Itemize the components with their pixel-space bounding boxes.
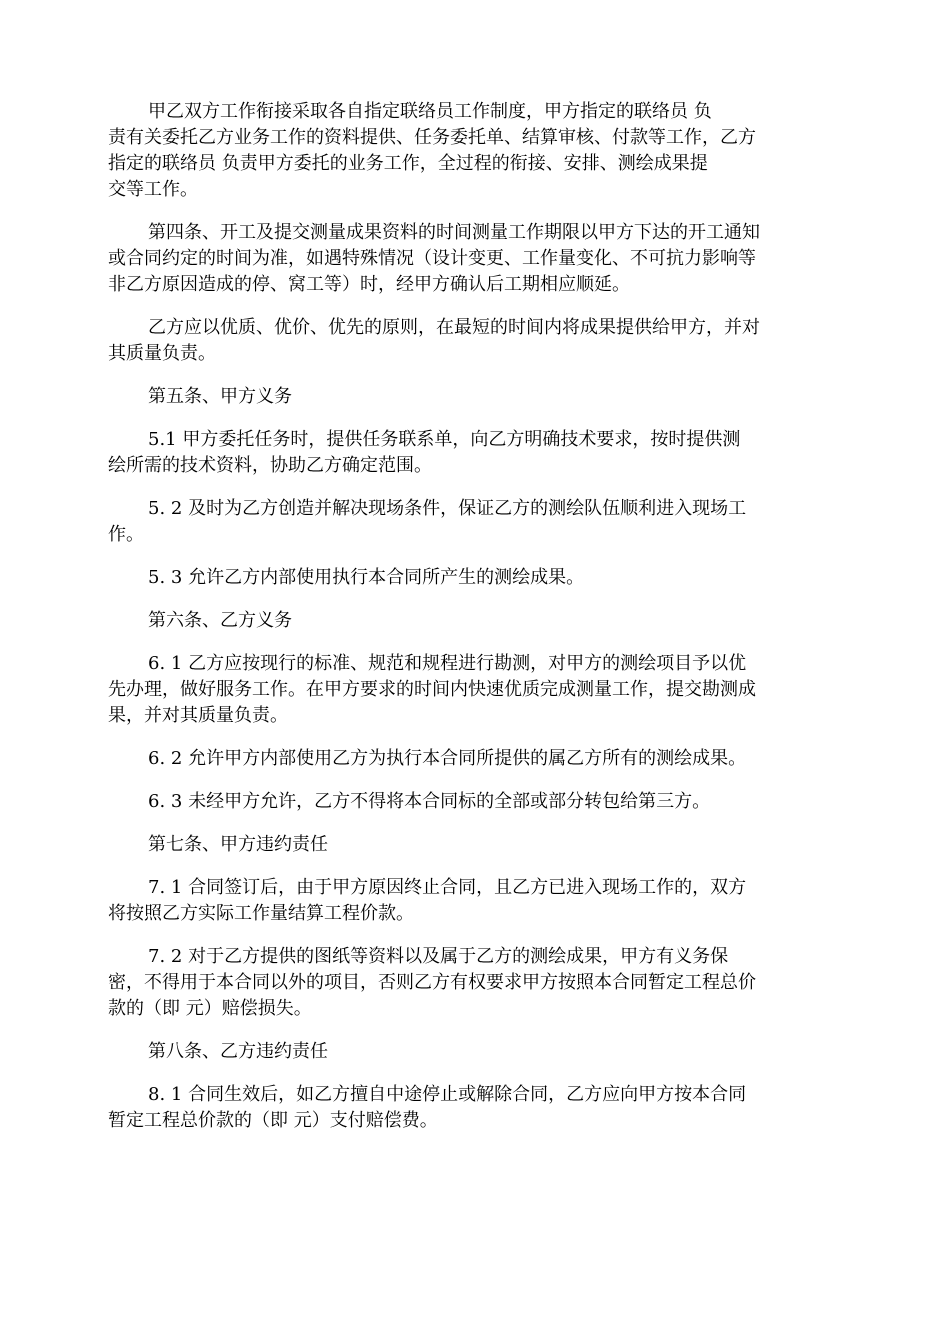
document-body (108, 99, 848, 1134)
clause-6-2 (108, 746, 848, 772)
text-line: 5. 2 及时为乙方创造并解决现场条件，保证乙方的测绘队伍顺利进入现场工 (148, 498, 747, 519)
heading-article-8 (108, 1039, 848, 1065)
clause-5-2 (108, 496, 848, 548)
text-line: 7. 1 合同签订后，由于甲方原因终止合同，且乙方已进入现场工作的，双方 (148, 877, 747, 898)
heading-article-6 (108, 608, 848, 634)
text-line: 6. 3 未经甲方允许，乙方不得将本合同标的全部或部分转包给第三方。 (148, 791, 711, 812)
text-line: 先办理，做好服务工作。在甲方要求的时间内快速优质完成测量工作，提交勘测成 (108, 679, 756, 700)
text-line: 6. 2 允许甲方内部使用乙方为执行本合同所提供的属乙方所有的测绘成果。 (148, 748, 747, 769)
paragraph-liaison (108, 99, 848, 203)
text-line: 作。 (108, 524, 144, 545)
clause-7-1 (108, 875, 848, 927)
text-line: 7. 2 对于乙方提供的图纸等资料以及属于乙方的测绘成果，甲方有义务保 (148, 946, 729, 967)
clause-5-1 (108, 427, 848, 479)
text-line: 密，不得用于本合同以外的项目，否则乙方有权要求甲方按照本合同暂定工程总价 (108, 972, 756, 993)
clause-8-1 (108, 1082, 848, 1134)
paragraph-quality (108, 315, 848, 367)
text-line: 5. 3 允许乙方内部使用执行本合同所产生的测绘成果。 (148, 567, 585, 588)
clause-7-2 (108, 944, 848, 1022)
text-line: 绘所需的技术资料，协助乙方确定范围。 (108, 455, 432, 476)
text-line: 果，并对其质量负责。 (108, 705, 288, 726)
text-line: 交等工作。 (108, 179, 198, 200)
text-line: 指定的联络员 负责甲方委托的业务工作，全过程的衔接、安排、测绘成果提 (108, 153, 708, 174)
clause-5-3 (108, 565, 848, 591)
clause-6-3 (108, 789, 848, 815)
text-line: 第四条、开工及提交测量成果资料的时间测量工作期限以甲方下达的开工通知 (148, 222, 760, 243)
text-line: 或合同约定的时间为准，如遇特殊情况（设计变更、工作量变化、不可抗力影响等 (108, 248, 756, 269)
text-line: 非乙方原因造成的停、窝工等）时，经甲方确认后工期相应顺延。 (108, 274, 630, 295)
text-line: 甲乙双方工作衔接采取各自指定联络员工作制度，甲方指定的联络员 负 (148, 101, 712, 122)
text-line: 6. 1 乙方应按现行的标准、规范和规程进行勘测，对甲方的测绘项目予以优 (148, 653, 747, 674)
text-line: 款的（即 元）赔偿损失。 (108, 998, 312, 1019)
text-line: 其质量负责。 (108, 343, 216, 364)
text-line: 乙方应以优质、优价、优先的原则，在最短的时间内将成果提供给甲方，并对 (148, 317, 760, 338)
heading-article-7 (108, 832, 848, 858)
text-line: 将按照乙方实际工作量结算工程价款。 (108, 903, 414, 924)
text-line: 责有关委托乙方业务工作的资料提供、任务委托单、结算审核、付款等工作，乙方 (108, 127, 756, 148)
section-heading: 第八条、乙方违约责任 (148, 1041, 328, 1062)
paragraph-article-4 (108, 220, 848, 298)
text-line: 5.1 甲方委托任务时，提供任务联系单，向乙方明确技术要求，按时提供测 (148, 429, 741, 450)
section-heading: 第五条、甲方义务 (148, 386, 292, 407)
text-line: 暂定工程总价款的（即 元）支付赔偿费。 (108, 1110, 438, 1131)
clause-6-1 (108, 651, 848, 729)
section-heading: 第六条、乙方义务 (148, 610, 292, 631)
text-line: 8. 1 合同生效后，如乙方擅自中途停止或解除合同，乙方应向甲方按本合同 (148, 1084, 747, 1105)
heading-article-5 (108, 384, 848, 410)
section-heading: 第七条、甲方违约责任 (148, 834, 328, 855)
